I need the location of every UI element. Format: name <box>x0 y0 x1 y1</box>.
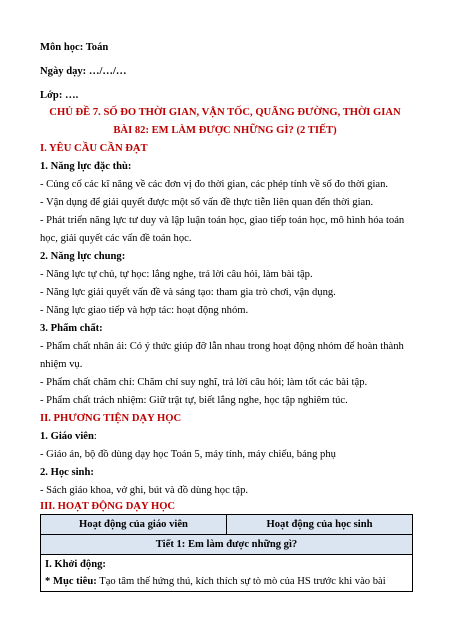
subject-line: Môn học: Toán <box>40 42 109 53</box>
section2-sub1-line: - Giáo án, bộ đồ dùng dạy học Toán 5, máy tính, máy chiếu, bảng phụ <box>40 449 336 460</box>
section1-sub3-line: - Phẩm chất nhân ái: Có ý thức giúp đỡ lẫn nhau trong hoạt động nhóm để hoàn thành <box>40 341 404 352</box>
student-column-header: Hoạt động của học sinh <box>227 515 413 535</box>
section1-sub3-heading: 3. Phẩm chất: <box>40 323 103 334</box>
table-header-row <box>41 515 413 535</box>
teacher-column-header: Hoạt động của giáo viên <box>41 515 227 535</box>
section1-heading: I. YÊU CẦU CẦN ĐẠT <box>40 143 148 154</box>
class-line: Lớp: …. <box>40 90 79 101</box>
section1-sub1-line: - Củng cố các kĩ năng về các đơn vị đo thời gian, các phép tính về số đo thời gian. <box>40 179 389 190</box>
lesson-title: BÀI 82: EM LÀM ĐƯỢC NHỮNG GÌ? (2 TIẾT) <box>113 125 337 136</box>
section2-heading: II. PHƯƠNG TIỆN DẠY HỌC <box>40 413 182 424</box>
section1-sub2-line: - Năng lực tự chủ, tự học: lắng nghe, trả lời câu hỏi, làm bài tập. <box>40 269 313 280</box>
date-line: Ngày dạy: …/…/… <box>40 66 127 77</box>
section2-sub1-heading: 1. Giáo viên <box>40 431 94 442</box>
section2-sub1-colon: : <box>93 431 97 442</box>
section1-sub3-line: - Phẩm chất trách nhiệm: Giữ trật tự, biết lắng nghe, học tập nghiêm túc. <box>40 395 348 406</box>
section1-sub2-line: - Năng lực giải quyết vấn đề và sáng tạo: tham gia trò chơi, vận dụng. <box>40 287 336 298</box>
goal-text: Tạo tâm thế hứng thú, kích thích sự tò mò của HS trước khi vào bài <box>96 576 386 587</box>
lesson-row-title: Tiết 1: Em làm được những gì? <box>41 535 413 555</box>
goal-line <box>45 575 408 588</box>
section1-sub2-heading: 2. Năng lực chung: <box>40 251 126 262</box>
lesson-row <box>41 535 413 555</box>
section2-sub2-line: - Sách giáo khoa, vở ghi, bút và đồ dùng học tập. <box>40 485 249 496</box>
section2-sub2-heading: 2. Học sinh: <box>40 467 94 478</box>
activity-cell <box>41 555 413 592</box>
section1-sub1-line: - Vận dụng để giải quyết được một số vấn đề thực tiễn liên quan đến thời gian. <box>40 197 374 208</box>
section1-sub1-heading: 1. Năng lực đặc thù: <box>40 161 132 172</box>
section1-sub1-line: học, giải quyết các vấn đề toán học. <box>40 233 192 244</box>
section1-sub2-line: - Năng lực giao tiếp và hợp tác: hoạt động nhóm. <box>40 305 249 316</box>
section1-sub3-line: - Phẩm chất chăm chỉ: Chăm chỉ suy nghĩ, trả lời câu hỏi; làm tốt các bài tập. <box>40 377 368 388</box>
section1-sub3-line: nhiệm vụ. <box>40 359 83 370</box>
section1-sub1-line: - Phát triển năng lực tư duy và lập luận toán học, giao tiếp toán học, mô hình hóa toán <box>40 215 405 226</box>
table-row <box>41 555 413 592</box>
section2-sub1-heading-row <box>40 430 97 443</box>
section3-heading: III. HOẠT ĐỘNG DẠY HỌC <box>40 501 176 512</box>
step1-heading: I. Khởi động: <box>45 559 106 570</box>
activities-table <box>40 514 413 592</box>
goal-label: * Mục tiêu: <box>45 576 97 587</box>
chapter-title: CHỦ ĐỀ 7. SỐ ĐO THỜI GIAN, VẬN TỐC, QUÃNG ĐƯỜNG, THỜI GIAN <box>49 107 401 118</box>
